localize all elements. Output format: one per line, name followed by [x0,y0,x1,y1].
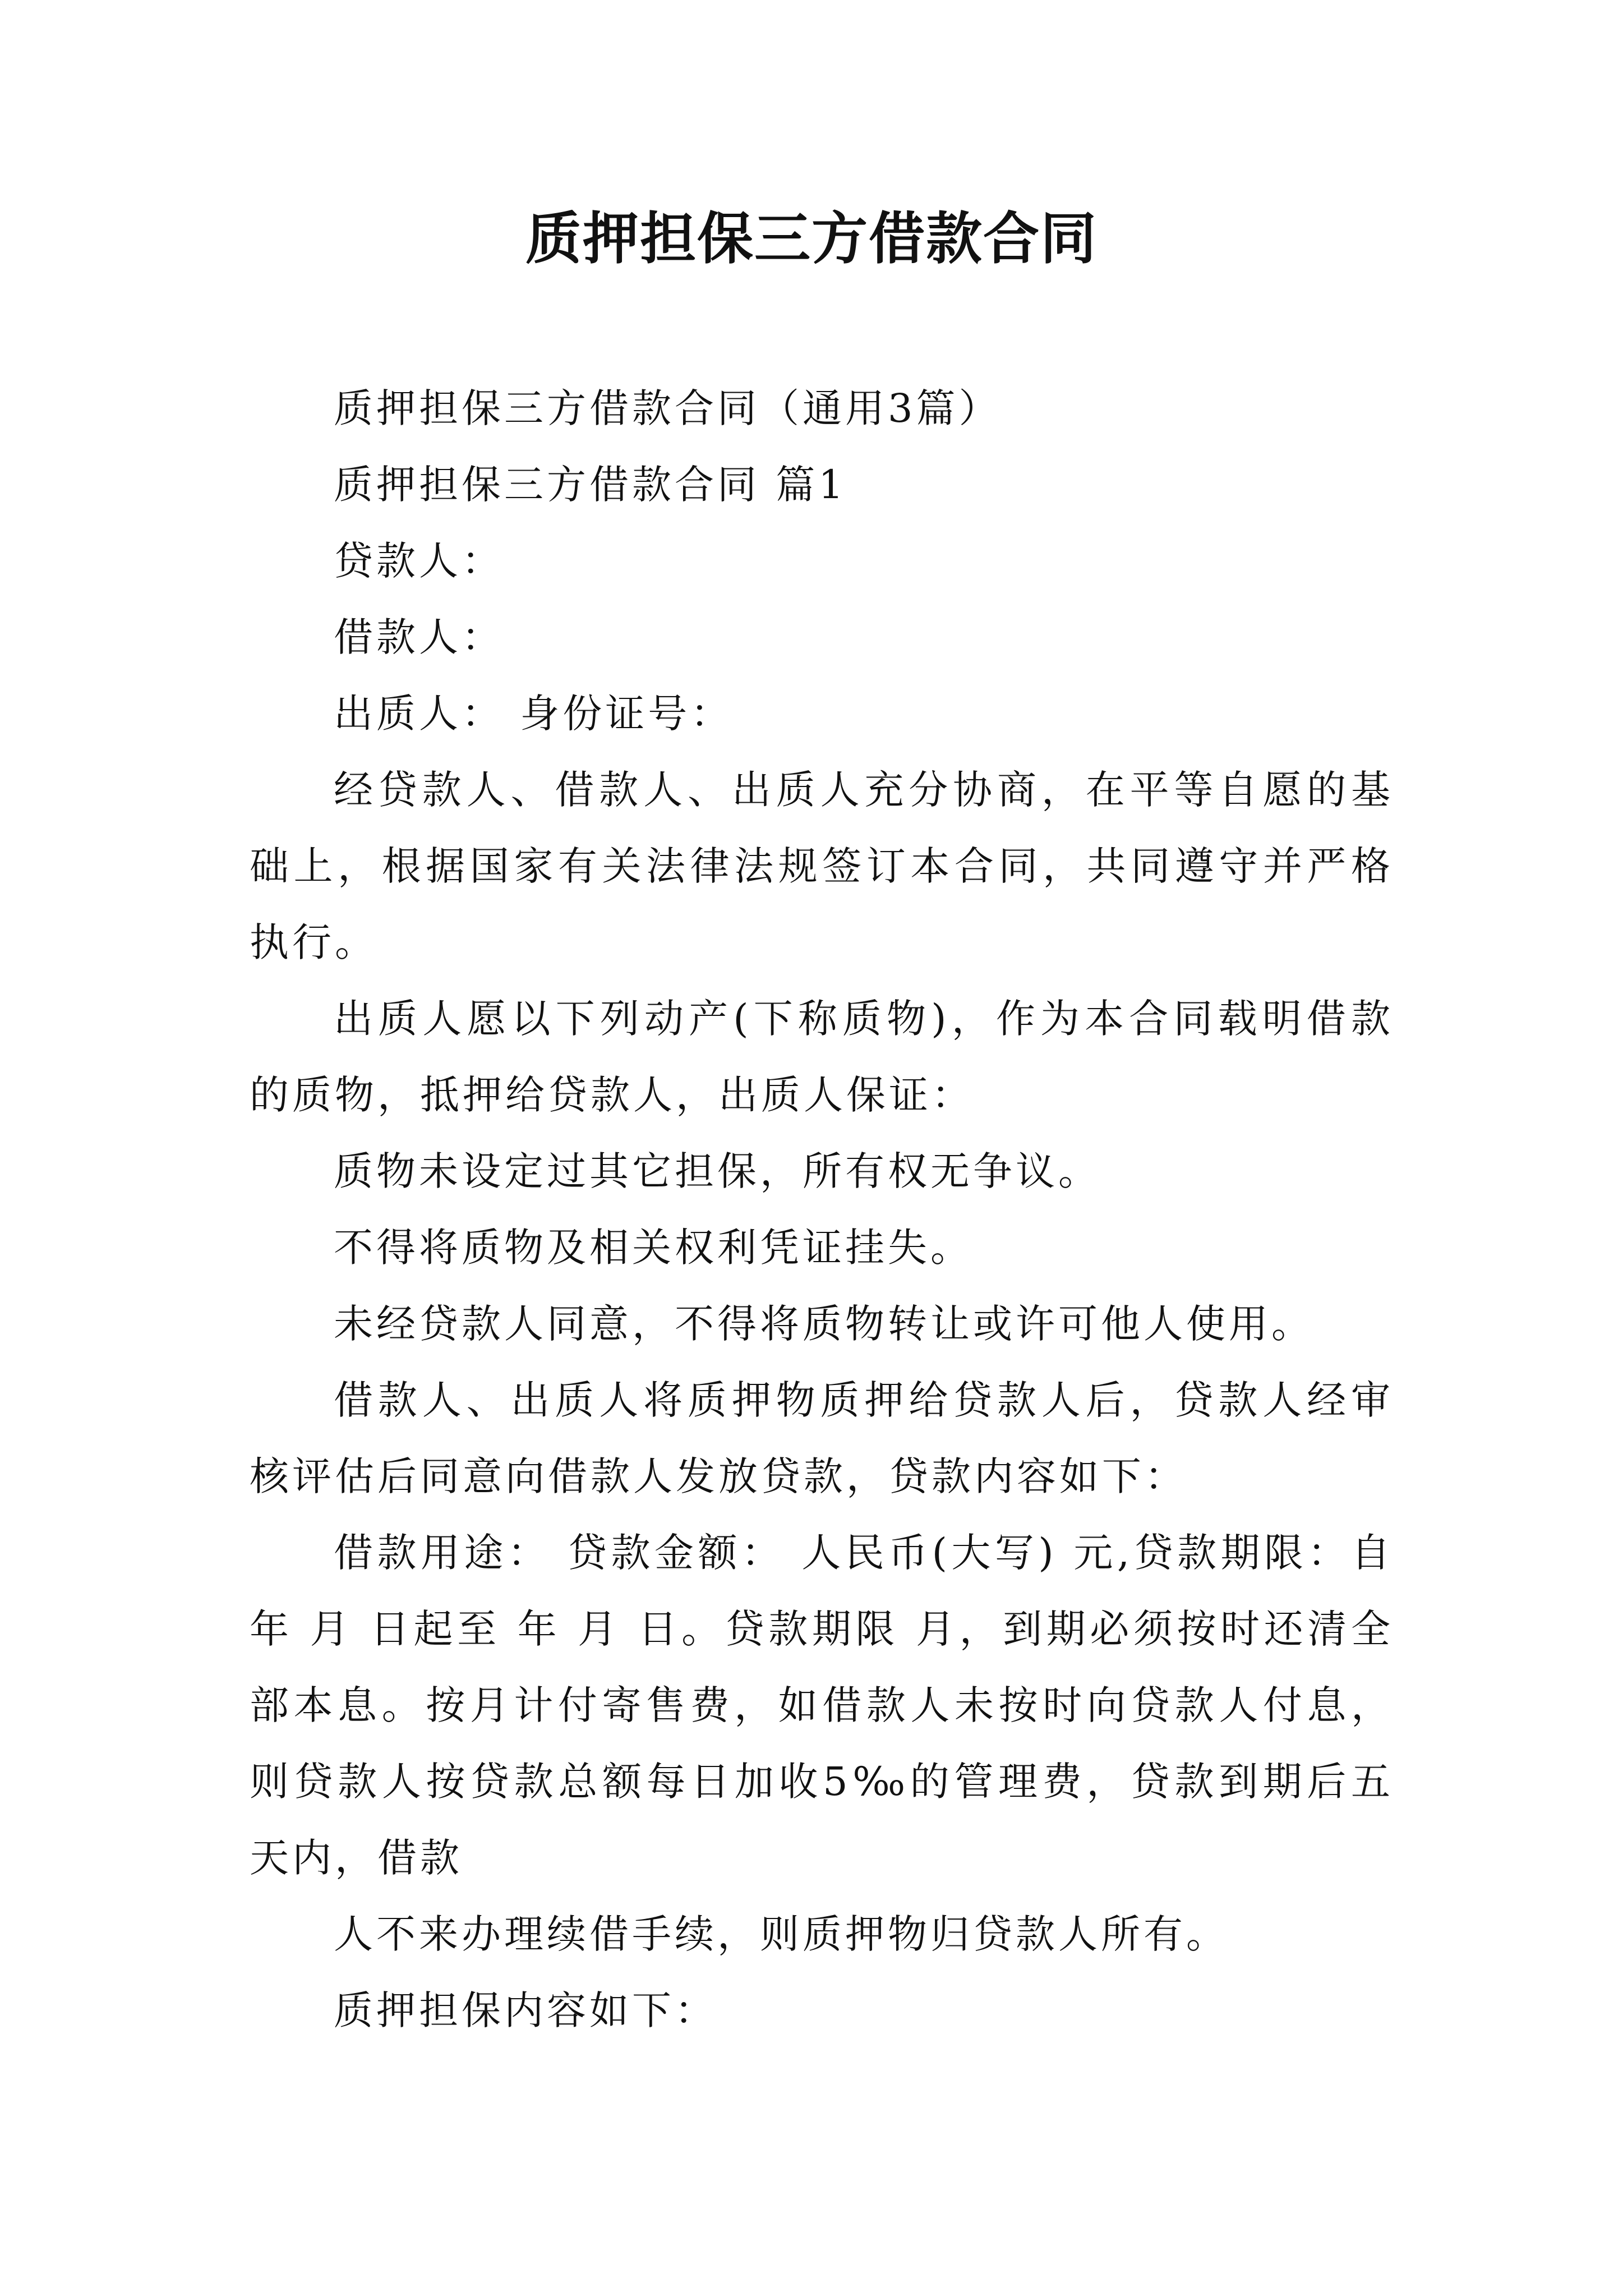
paragraph-loan-terms: 借款用途： 贷款金额： 人民币(大写) 元,贷款期限：自 年 月 日起至 年 月 日。贷款期限 月，到期必须按时还清全部本息。按月计付寄售费，如借款人未按时向贷款人付息，则贷款人按贷款总额每日加收5‰的管理费，贷款到期后五天内，借款 [250,1530,1394,1881]
paragraph-lender: 贷款人： [334,538,504,584]
paragraph-pledge-goods: 出质人愿以下列动产(下称质物)，作为本合同载明借款的质物，抵押给贷款人，出质人保证： [250,996,1394,1118]
paragraph-borrower: 借款人： [334,614,504,660]
paragraph-subtitle: 质押担保三方借款合同（通用3篇） [334,385,1002,431]
paragraph-pledgor: 出质人： 身份证号： [334,691,734,737]
paragraph-loan-approval: 借款人、出质人将质押物质押给贷款人后，贷款人经审核评估后同意向借款人发放贷款，贷款内容如下： [250,1377,1394,1499]
paragraph-pledge-content: 质押担保内容如下： [334,1987,717,2033]
paragraph-guarantee-1: 质物未设定过其它担保，所有权无争议。 [334,1148,1101,1194]
paragraph-section-heading: 质押担保三方借款合同 篇1 [334,462,847,508]
paragraph-guarantee-3: 未经贷款人同意，不得将质物转让或许可他人使用。 [334,1301,1314,1347]
paragraph-guarantee-2: 不得将质物及相关权利凭证挂失。 [334,1225,973,1271]
document-title: 质押担保三方借款合同 [525,205,1098,272]
paragraph-agreement: 经贷款人、借款人、出质人充分协商，在平等自愿的基础上，根据国家有关法律法规签订本合同，共同遵守并严格执行。 [250,767,1394,965]
document-body [250,370,1394,2049]
paragraph-loan-terms-continued: 人不来办理续借手续，则质押物归贷款人所有。 [334,1911,1229,1957]
